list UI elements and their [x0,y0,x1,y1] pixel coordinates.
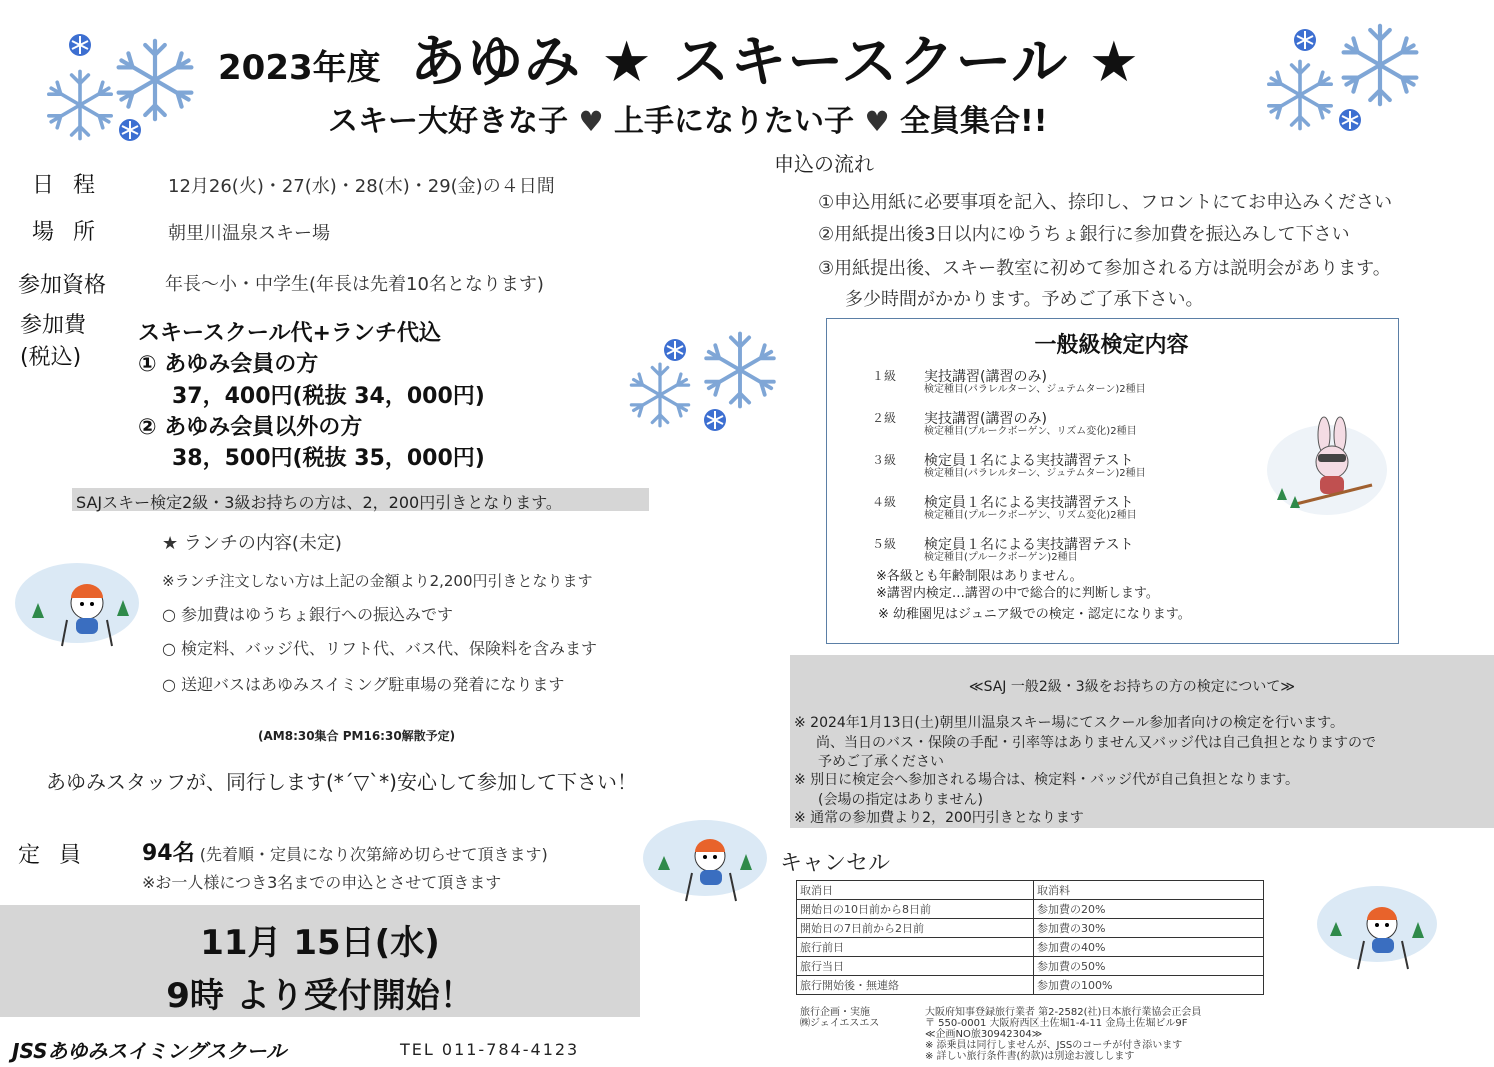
application-step-1: ①申込用紙に必要事項を記入、捺印し、フロントにてお申込みください [818,192,1393,213]
table-row [797,919,1264,938]
place-label: 場 所 [32,220,101,245]
cancel-table [796,880,1264,995]
application-step-3: ③用紙提出後、スキー教室に初めて参加される方は説明会があります。 [818,258,1391,279]
reception-start: 9時 より受付開始！ [166,976,474,1016]
table-row [797,957,1264,976]
exam-grade-detail: 検定種目(プルークボーゲン)2種目 [924,552,1078,563]
fee-member-price: 37，400円(税抜 34，000円) [172,384,485,409]
cancel-date-cell: 旅行当日 [797,957,1034,976]
note-bus: ○ 送迎バスはあゆみスイミング駐車場の発着になります [162,675,565,694]
fee-heading: スキースクール代+ランチ代込 [138,321,441,346]
travel-address: 〒 550-0001 大阪府西区土佐堀1-4-11 金鳥土佐堀ビル9F [925,1018,1188,1029]
note-payment: ○ 参加費はゆうちょ銀行への振込みです [162,605,454,624]
qualification-label: 参加資格 [18,273,107,298]
cancel-fee-cell: 参加費の30% [1034,919,1264,938]
saj-exam-line-2: 尚、当日のバス・保険の手配・引率等はありません又バッジ代は自己負担となりますので [816,735,1376,751]
page-title: あゆみ ★ スキースクール ★ [410,30,1140,95]
exam-grade-title: 検定員１名による実技講習テスト [924,453,1134,469]
cancel-date-cell: 開始日の10日前から8日前 [797,900,1034,919]
cancel-date-cell: 旅行開始後・無連絡 [797,976,1034,995]
exam-grade-number: １級 [872,369,897,383]
staff-message: あゆみスタッフが、同行します(*´▽`*)安心して参加して下さい！ [46,770,637,794]
cancel-header-date: 取消日 [797,881,1034,900]
cancel-date-cell: 旅行前日 [797,938,1034,957]
travel-planner-label: 旅行企画・実施 [800,1007,870,1018]
subtitle-part-a: スキー大好きな子 [328,104,568,139]
cancel-table-header [797,881,1264,900]
saj-exam-line-6: ※ 通常の参加費より2，200円引きとなります [794,810,1084,826]
fee-nonmember-title: ② あゆみ会員以外の方 [138,415,363,440]
capacity-label: 定 員 [18,843,87,868]
cancel-header-fee: 取消料 [1034,881,1264,900]
meeting-time: (AM8:30集合 PM16:30解散予定) [258,729,456,743]
application-title: 申込の流れ [774,152,874,176]
application-step-3-note: 多少時間がかかります。予めご了承下さい。 [845,289,1204,310]
snowflake-cluster-top-right [1250,15,1430,145]
exam-grade-number: ４級 [872,495,897,509]
fee-nonmember-price: 38，500円(税抜 35，000円) [172,446,485,471]
cancel-fee-cell: 参加費の20% [1034,900,1264,919]
travel-registration: 大阪府知事登録旅行業者 第2-2582(社)日本旅行業協会正会員 [925,1007,1202,1018]
cancel-date-cell: 開始日の7日前から2日前 [797,919,1034,938]
subtitle [328,96,1047,140]
exam-note-age: ※各級とも年齢制限はありません。 [876,569,1083,584]
saj-discount-text: SAJスキー検定2級・3級お持ちの方は、2，200円引きとなります。 [76,493,562,512]
fee-label: 参加費 [20,313,87,338]
exam-grade-number: ２級 [872,411,897,425]
exam-note-kindergarten: ※ 幼稚園児はジュニア級での検定・認定になります。 [878,607,1191,622]
table-row [797,938,1264,957]
fee-member-title: ① あゆみ会員の方 [138,352,319,377]
exam-grade-number: ５級 [872,537,897,551]
exam-grade-title: 実技講習(講習のみ) [924,411,1047,427]
saj-exam-line-5: (会場の指定はありません) [818,792,983,808]
subtitle-part-c: 全員集合!! [900,104,1048,139]
travel-note-terms: ※ 詳しい旅行条件書(約款)は別途お渡しします [925,1051,1135,1062]
subtitle-part-b: 上手になりたい子 [614,104,855,139]
qualification-value: 年長～小・中学生(年長は先着10名となります) [165,274,544,295]
schedule-label: 日 程 [32,173,101,198]
capacity-limit-note: ※お一人様につき3名までの申込とさせて頂きます [142,873,502,892]
exam-grade-detail: 検定種目(パラレルターン、ジュテムターン)2種目 [924,384,1146,395]
exam-title: 一般級検定内容 [1034,333,1189,358]
fee-tax-label: (税込) [20,345,82,370]
exam-grade-title: 実技講習(講習のみ) [924,369,1047,385]
saj-exam-line-1: ※ 2024年1月13日(土)朝里川温泉スキー場にてスクール参加者向けの検定を行います。 [794,715,1345,731]
travel-company: ㈱ジェイエスエス [800,1018,880,1029]
penguin-skier-illustration [640,808,770,903]
travel-note-coach: ※ 添乗員は同行しませんが、JSSのコーチが付き添います [925,1040,1183,1051]
capacity-value [142,836,548,867]
penguin-skier-illustration [12,548,142,648]
snowflake-cluster-middle [625,325,785,440]
cancel-fee-cell: 参加費の40% [1034,938,1264,957]
exam-note-method: ※講習内検定…講習の中で総合的に判断します。 [876,586,1159,601]
cancel-fee-cell: 参加費の100% [1034,976,1264,995]
lunch-info: ★ ランチの内容(未定) [162,533,342,554]
capacity-note: (先着順・定員になり次第締め切らせて頂きます) [199,845,548,864]
exam-grade-detail: 検定種目(プルークボーゲン、リズム変化)2種目 [924,426,1137,437]
exam-grade-detail: 検定種目(パラレルターン、ジュテムターン)2種目 [924,468,1146,479]
heart-icon: ♥ [578,105,604,138]
exam-grade-detail: 検定種目(プルークボーゲン、リズム変化)2種目 [924,510,1137,521]
application-step-2: ②用紙提出後3日以内にゆうちょ銀行に参加費を振込みして下さい [818,224,1350,245]
saj-exam-title: ≪SAJ 一般2級・3級をお持ちの方の検定について≫ [968,679,1296,695]
cancel-fee-cell: 参加費の50% [1034,957,1264,976]
table-row [797,900,1264,919]
saj-exam-line-4: ※ 別日に検定会へ参加される場合は、検定料・バッジ代が自己負担となります。 [794,772,1300,788]
lunch-note: ※ランチ注文しない方は上記の金額より2,200円引きとなります [162,572,593,590]
rabbit-skier-illustration [1262,410,1392,520]
note-included: ○ 検定料、バッジ代、リフト代、バス代、保険料を含みます [162,639,598,658]
table-row [797,976,1264,995]
penguin-skier-illustration [1312,876,1442,971]
reception-date: 11月 15日(水) [200,923,440,963]
snowflake-cluster-top-left [30,25,210,155]
title-year: 2023年度 [218,48,381,88]
cancel-title: キャンセル [780,851,891,876]
exam-grade-number: ３級 [872,453,897,467]
school-name: JSSあゆみスイミングスクール [12,1039,287,1063]
phone-number: TEL 011-784-4123 [400,1040,580,1059]
travel-plan-no: ≪企画NO旅30942304≫ [925,1029,1043,1040]
schedule-value: 12月26(火)・27(水)・28(木)・29(金)の４日間 [168,176,555,197]
heart-icon: ♥ [864,105,890,138]
exam-grade-title: 検定員１名による実技講習テスト [924,495,1134,511]
place-value: 朝里川温泉スキー場 [168,223,330,244]
exam-grade-title: 検定員１名による実技講習テスト [924,537,1134,553]
capacity-number: 94名 [142,841,195,866]
saj-exam-line-3: 予めご了承ください [818,754,944,770]
